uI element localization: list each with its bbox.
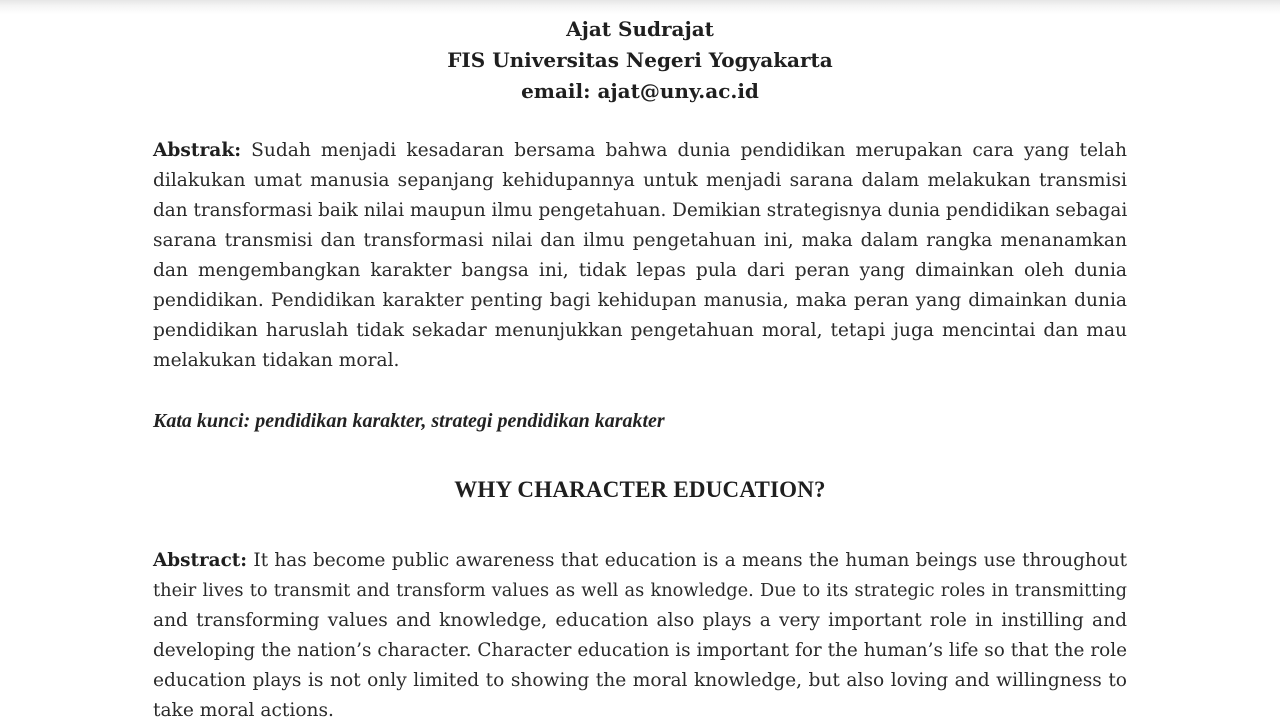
author-block	[0, 14, 1280, 107]
abstract-line-text: It has become public awareness that education is a means the human beings use throughout	[247, 550, 1127, 571]
abstrak-line: pendidikan. Pendidikan karakter penting bagi kehidupan manusia, maka peran yang dimainkan dunia	[153, 290, 1127, 311]
keywords-text: Kata kunci: pendidikan karakter, strategi pendidikan karakter	[153, 410, 665, 432]
author-name: Ajat Sudrajat	[566, 17, 714, 41]
abstract-line: take moral actions.	[153, 700, 334, 720]
abstract-line	[153, 546, 1127, 576]
abstract-paragraph	[153, 546, 1127, 720]
abstrak-line: dan mengembangkan karakter bangsa ini, tidak lepas pula dari peran yang dimainkan oleh dunia	[153, 260, 1127, 281]
abstract-line: education plays is not only limited to showing the moral knowledge, but also loving and willingness to	[153, 670, 1127, 691]
abstrak-line-text: Sudah menjadi kesadaran bersama bahwa dunia pendidikan merupakan cara yang telah	[241, 140, 1127, 161]
abstrak-line: dan transformasi baik nilai maupun ilmu pengetahuan. Demikian strategisnya dunia pendidikan sebagai	[153, 200, 1128, 221]
abstrak-line	[153, 136, 1127, 166]
abstrak-line: dilakukan umat manusia sepanjang kehidupannya untuk menjadi sarana dalam melakukan transmisi	[153, 170, 1127, 191]
keywords	[153, 406, 1127, 436]
abstrak-line: pendidikan haruslah tidak sekadar menunjukkan pengetahuan moral, tetapi juga mencintai dan mau	[153, 320, 1127, 341]
author-affiliation: FIS Universitas Negeri Yogyakarta	[447, 48, 833, 72]
author-email: email: ajat@uny.ac.id	[521, 79, 759, 103]
abstrak-line: sarana transmisi dan transformasi nilai dan ilmu pengetahuan ini, maka dalam rangka menanamkan	[153, 230, 1127, 251]
abstract-label: Abstract:	[153, 550, 248, 571]
abstract-line: developing the nation’s character. Character education is important for the human’s life so that the role	[153, 640, 1127, 661]
abstrak-label: Abstrak:	[153, 140, 242, 161]
abstract-line: their lives to transmit and transform values as well as knowledge. Due to its strategic roles in transmitting	[153, 580, 1127, 601]
abstrak-line: melakukan tidakan moral.	[153, 350, 400, 371]
section-heading: WHY CHARACTER EDUCATION?	[454, 477, 826, 502]
abstrak-paragraph	[153, 136, 1127, 376]
abstract-line: and transforming values and knowledge, education also plays a very important role in instilling and	[153, 610, 1127, 631]
